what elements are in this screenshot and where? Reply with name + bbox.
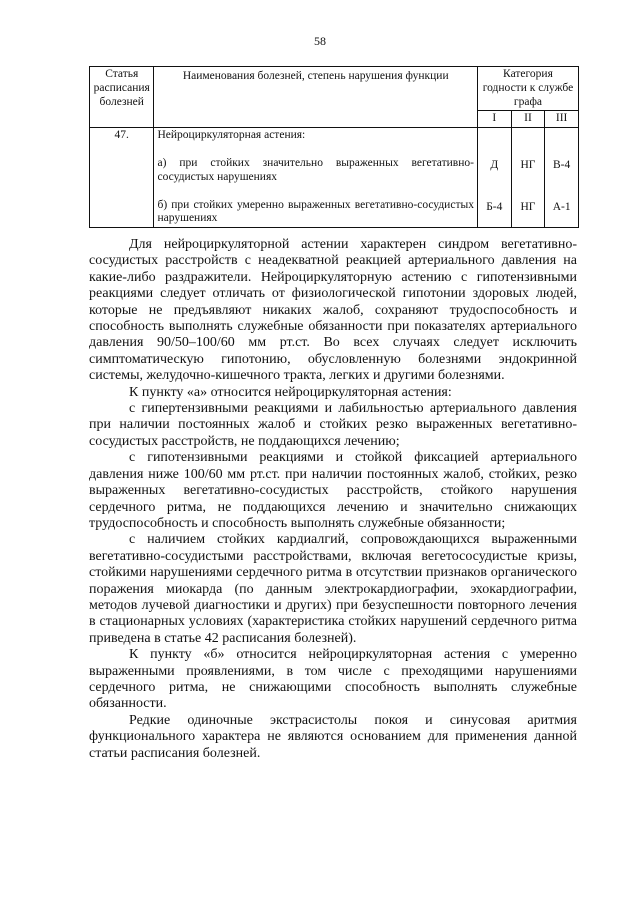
paragraph-point-a-cardialgia: с наличием стойких кардиалгий, сопровождающихся выраженными вегетативно-сосудистыми расстройствами, включая вегетососудистые кризы, стойкими нарушениями сердечного ритма в отсутствии признаков органического поражения миокарда (по данным электрокардиографии, эхокардиографии, методов лучевой диагностики и других) при безуспешности повторного лечения в стационарных условиях (характеристика стойких нарушений сердечного ритма приведена в статье 42 расписания болезней).: [89, 532, 577, 646]
disease-description: [154, 128, 477, 228]
graph-2: II: [511, 111, 545, 128]
item-a-grade-1: Д: [490, 159, 499, 172]
header-graph-label: графа: [513, 95, 543, 108]
paragraph-point-a-heading: К пункту «а» относится нейроциркуляторная астения:: [129, 384, 452, 400]
item-b-grade-2: НГ: [520, 200, 536, 213]
table-header-row: [90, 67, 579, 111]
item-a-grade-3: В-4: [553, 159, 571, 172]
paragraph-intro: Для нейроциркуляторной астении характерен синдром вегетативно-сосудистых расстройств с неадекватной реакцией артериального давления на какие-либо раздражители. Нейроциркуляторную астению с гипотензивными реакциями следует отличать от физиологической гипотонии здоровых людей, которые не предъявляют никаких жалоб, сохраняют трудоспособность и способность выполнять служебные обязанности при показателях артериального давления 90/50–100/60 мм рт.ст. Во всех случаях следует исключить симптоматическую гипотонию, обусловленную болезнями эндокринной системы, желудочно-кишечного тракта, легких и другими болезнями.: [89, 237, 577, 384]
disease-title: Нейроциркуляторная астения:: [157, 129, 306, 142]
header-disease-name: [154, 67, 477, 128]
header-category: [477, 67, 578, 111]
item-b-text: б) при стойких умеренно выраженных вегетативно-сосудистых нарушениях: [157, 198, 474, 225]
disease-schedule-table: [89, 66, 579, 228]
paragraph-extrasystoles: Редкие одиночные экстрасистолы покоя и синусовая аритмия функционального характера не являются основанием для применения данной статьи расписания болезней.: [89, 712, 577, 761]
header-disease-name-text: Наименования болезней, степень нарушения функции: [182, 70, 449, 82]
table-row: [90, 128, 579, 228]
header-article: Статья расписания болезней: [90, 67, 154, 128]
page-number: 58: [314, 34, 326, 48]
article-number: 47.: [90, 128, 154, 228]
graph-1-values: [477, 128, 511, 228]
document-body: [89, 237, 577, 762]
paragraph-point-a-hypertensive: с гипертензивными реакциями и лабильностью артериального давления при наличии постоянных жалоб и стойких резко выраженных вегетативно-сосудистых расстройств, не поддающихся лечению;: [89, 401, 577, 449]
paragraph-point-b: К пункту «б» относится нейроциркуляторная астения с умеренно выраженными проявлениями, в том числе с преходящими нарушениями сердечного ритма, не снижающими способность выполнять служебные обязанности.: [89, 647, 577, 712]
graph-3: III: [545, 111, 579, 128]
item-b-grade-1: Б-4: [486, 200, 503, 213]
graph-2-values: [511, 128, 545, 228]
item-a-text: а) при стойких значительно выраженных вегетативно-сосудистых нарушениях: [157, 156, 474, 183]
item-b-grade-3: А-1: [552, 200, 571, 213]
graph-1: I: [477, 111, 511, 128]
item-a-grade-2: НГ: [520, 159, 536, 172]
paragraph-point-a-hypotensive: с гипотензивными реакциями и стойкой фиксацией артериального давления ниже 100/60 мм рт.ст. при наличии постоянных жалоб, стойких, резко выраженных вегетативно-сосудистых расстройств, стойкого нарушения сердечного ритма, не поддающихся лечению и значительно снижающих трудоспособность и способность выполнять служебные обязанности;: [89, 450, 577, 531]
header-category-text: Категория годности к службе: [482, 68, 574, 94]
graph-3-values: [545, 128, 579, 228]
